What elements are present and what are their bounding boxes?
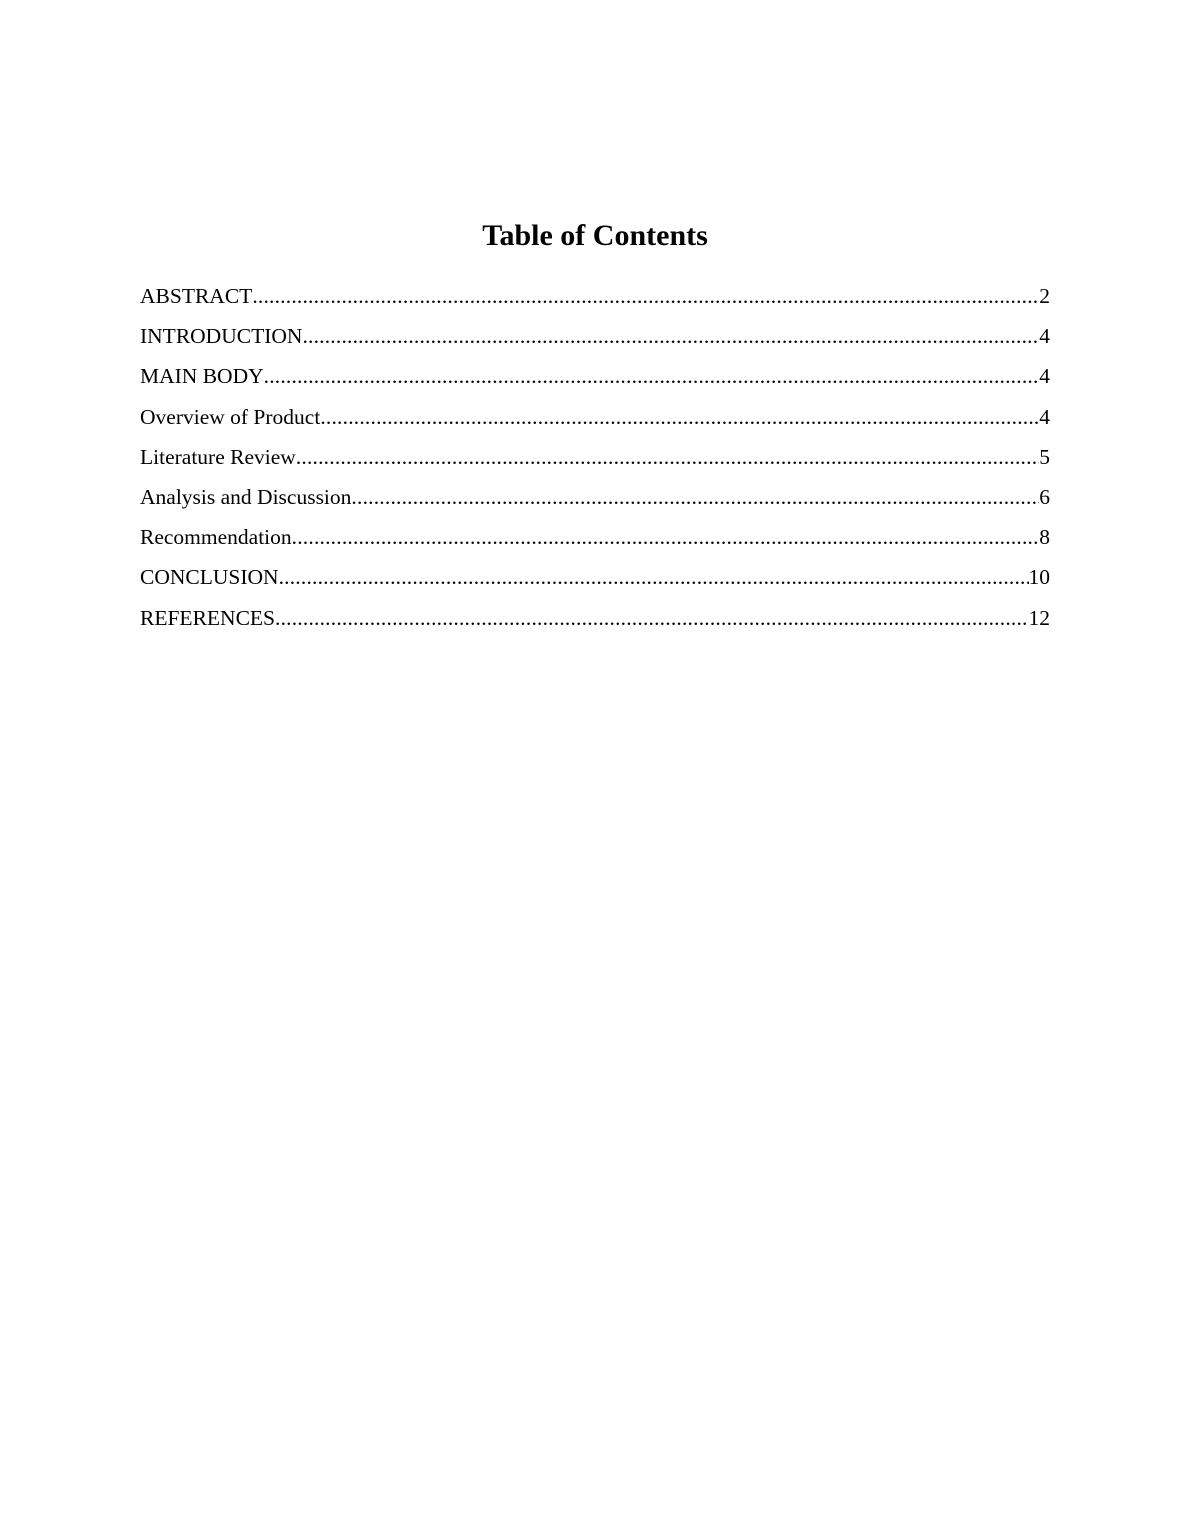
toc-entry-abstract[interactable] <box>140 276 1050 316</box>
toc-entry-overview-of-product[interactable] <box>140 397 1050 437</box>
toc-dot-leader <box>264 356 1040 396</box>
toc-entry-page-number: 12 <box>1028 605 1050 630</box>
toc-entry-conclusion[interactable] <box>140 557 1050 597</box>
toc-dot-leader <box>320 397 1039 437</box>
toc-dot-leader <box>279 557 1029 597</box>
toc-entry-label: Overview of Product <box>140 404 321 429</box>
toc-dot-leader <box>302 316 1039 356</box>
toc-entry-page-number: 4 <box>1039 404 1050 429</box>
toc-entry-page-number: 4 <box>1039 324 1050 349</box>
toc-entry-page-number: 5 <box>1039 444 1050 469</box>
toc-entry-page-number: 10 <box>1028 565 1050 590</box>
toc-entry-label: Recommendation <box>140 525 292 550</box>
toc-dot-leader <box>252 276 1039 316</box>
toc-entry-page-number: 8 <box>1039 525 1050 550</box>
toc-entry-label: Analysis and Discussion <box>140 484 352 509</box>
toc-entry-label: MAIN BODY <box>140 364 264 389</box>
toc-entry-label: INTRODUCTION <box>140 324 303 349</box>
toc-entry-label: Literature Review <box>140 444 296 469</box>
toc-entry-page-number: 4 <box>1039 364 1050 389</box>
toc-entry-label: CONCLUSION <box>140 565 279 590</box>
toc-entry-label: REFERENCES <box>140 605 275 630</box>
toc-dot-leader <box>296 437 1039 477</box>
toc-dot-leader <box>275 598 1029 638</box>
toc-list <box>140 276 1050 638</box>
toc-title: Table of Contents <box>482 219 708 252</box>
toc-entry-introduction[interactable] <box>140 316 1050 356</box>
toc-entry-analysis-and-discussion[interactable] <box>140 477 1050 517</box>
toc-entry-label: ABSTRACT <box>140 284 253 308</box>
toc-entry-main-body[interactable] <box>140 356 1050 396</box>
toc-entry-recommendation[interactable] <box>140 517 1050 557</box>
toc-entry-references[interactable] <box>140 598 1050 638</box>
toc-dot-leader <box>351 477 1039 517</box>
toc-entry-literature-review[interactable] <box>140 437 1050 477</box>
toc-entry-page-number: 6 <box>1039 484 1050 509</box>
toc-dot-leader <box>292 517 1040 557</box>
toc-entry-page-number: 2 <box>1039 284 1050 308</box>
